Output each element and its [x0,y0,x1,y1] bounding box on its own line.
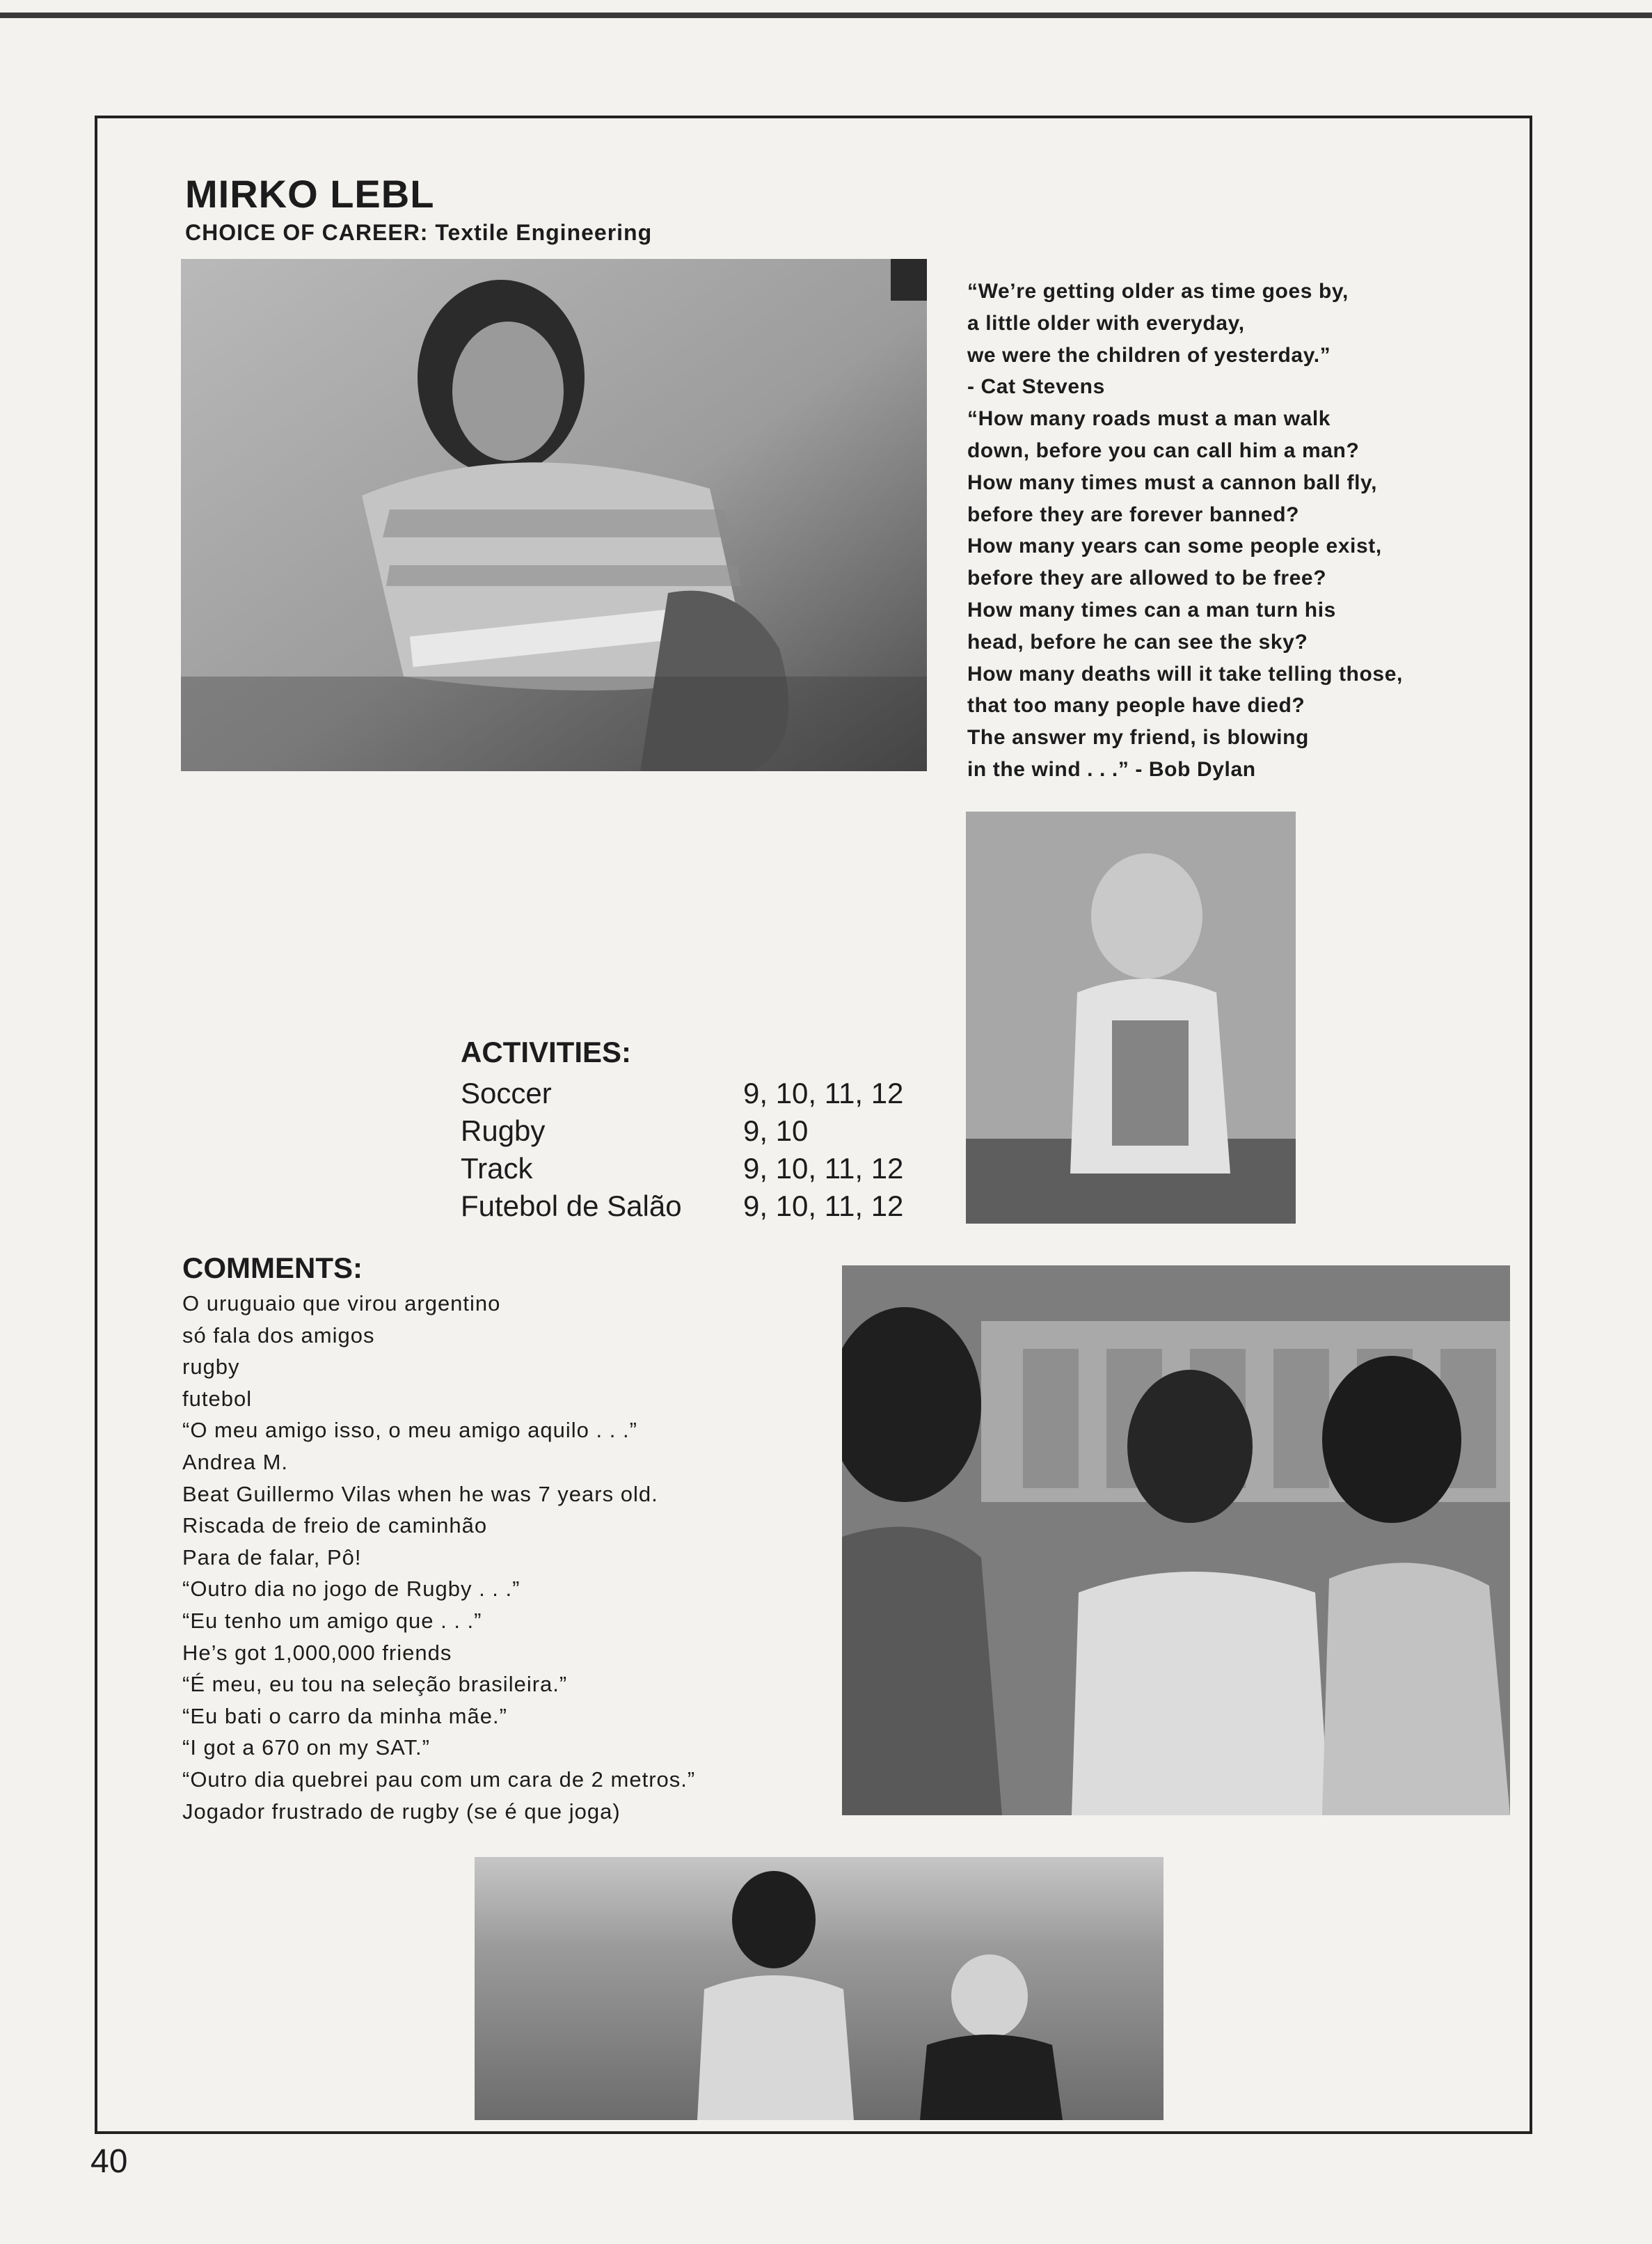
quote-line: How many times must a cannon ball fly, [967,471,1378,494]
quote-line: “We’re getting older as time goes by, [967,280,1349,303]
quote-line: How many years can some people exist, [967,535,1382,558]
page-number: 40 [90,2143,128,2180]
activity-years: 9, 10, 11, 12 [743,1190,904,1222]
quote-line: How many times can a man turn his [967,598,1336,622]
comment-line: Beat Guillermo Vilas when he was 7 years old. [182,1481,658,1506]
activities-title: ACTIVITIES: [461,1036,632,1068]
quote-line: down, before you can call him a man? [967,438,1360,462]
top-rule [0,13,1652,18]
comments-title: COMMENTS: [182,1251,363,1284]
comment-line: O uruguaio que virou argentino [182,1291,501,1315]
comment-line: “Outro dia no jogo de Rugby . . .” [182,1577,521,1602]
quote-line: before they are allowed to be free? [967,567,1327,590]
quote-line: How many deaths will it take telling those, [967,662,1403,686]
activity-row [461,1150,903,1187]
comment-line: “I got a 670 on my SAT.” [182,1735,430,1760]
quote-line: before they are forever banned? [967,503,1300,526]
activity-years: 9, 10, 11, 12 [743,1077,904,1109]
career-label: CHOICE OF CAREER: [185,220,429,245]
career-value: Textile Engineering [435,220,653,245]
comment-line: rugby [182,1354,240,1380]
activity-years: 9, 10 [743,1114,809,1147]
quote-line: The answer my friend, is blowing [967,726,1309,750]
quote-block [967,276,1496,786]
comments-block [182,1288,695,1827]
portrait-photo [181,259,927,771]
baby-photo [966,812,1296,1224]
comment-line: “Outro dia quebrei pau com um cara de 2 metros.” [182,1767,696,1792]
locker-room-photo [842,1265,1510,1815]
quote-line: that too many people have died? [967,694,1305,718]
quote-line: a little older with everyday, [967,311,1245,335]
comment-line: futebol [182,1386,253,1411]
activities-table [461,1075,903,1225]
activity-name: Rugby [461,1114,546,1147]
activity-row [461,1187,903,1225]
activity-row [461,1075,903,1112]
comment-line: “Eu tenho um amigo que . . .” [182,1608,482,1633]
field-photo [475,1857,1163,2120]
quote-line: “How many roads must a man walk [967,407,1331,431]
comment-line: Para de falar, Pô! [182,1544,362,1570]
student-name: MIRKO LEBL [185,172,435,216]
comment-line: “O meu amigo isso, o meu amigo aquilo . . .” [182,1418,637,1443]
activity-name: Futebol de Salão [461,1190,682,1222]
activity-row [461,1112,903,1150]
quote-line: we were the children of yesterday.” [967,343,1331,367]
comment-line: Riscada de freio de caminhão [182,1513,488,1538]
comment-line: Jogador frustrado de rugby (se é que joga) [182,1799,621,1824]
choice-of-career [185,220,652,246]
activity-name: Soccer [461,1077,552,1109]
comment-line: He’s got 1,000,000 friends [182,1640,452,1665]
quote-line: in the wind . . .” - Bob Dylan [967,757,1256,781]
comment-line: “Eu bati o carro da minha mãe.” [182,1703,507,1728]
activity-name: Track [461,1152,533,1185]
comment-line: só fala dos amigos [182,1322,375,1348]
activity-years: 9, 10, 11, 12 [743,1152,904,1185]
comment-line: “É meu, eu tou na seleção brasileira.” [182,1672,568,1697]
quote-line: - Cat Stevens [967,375,1105,399]
quote-line: head, before he can see the sky? [967,630,1308,654]
comment-line: Andrea M. [182,1449,289,1474]
